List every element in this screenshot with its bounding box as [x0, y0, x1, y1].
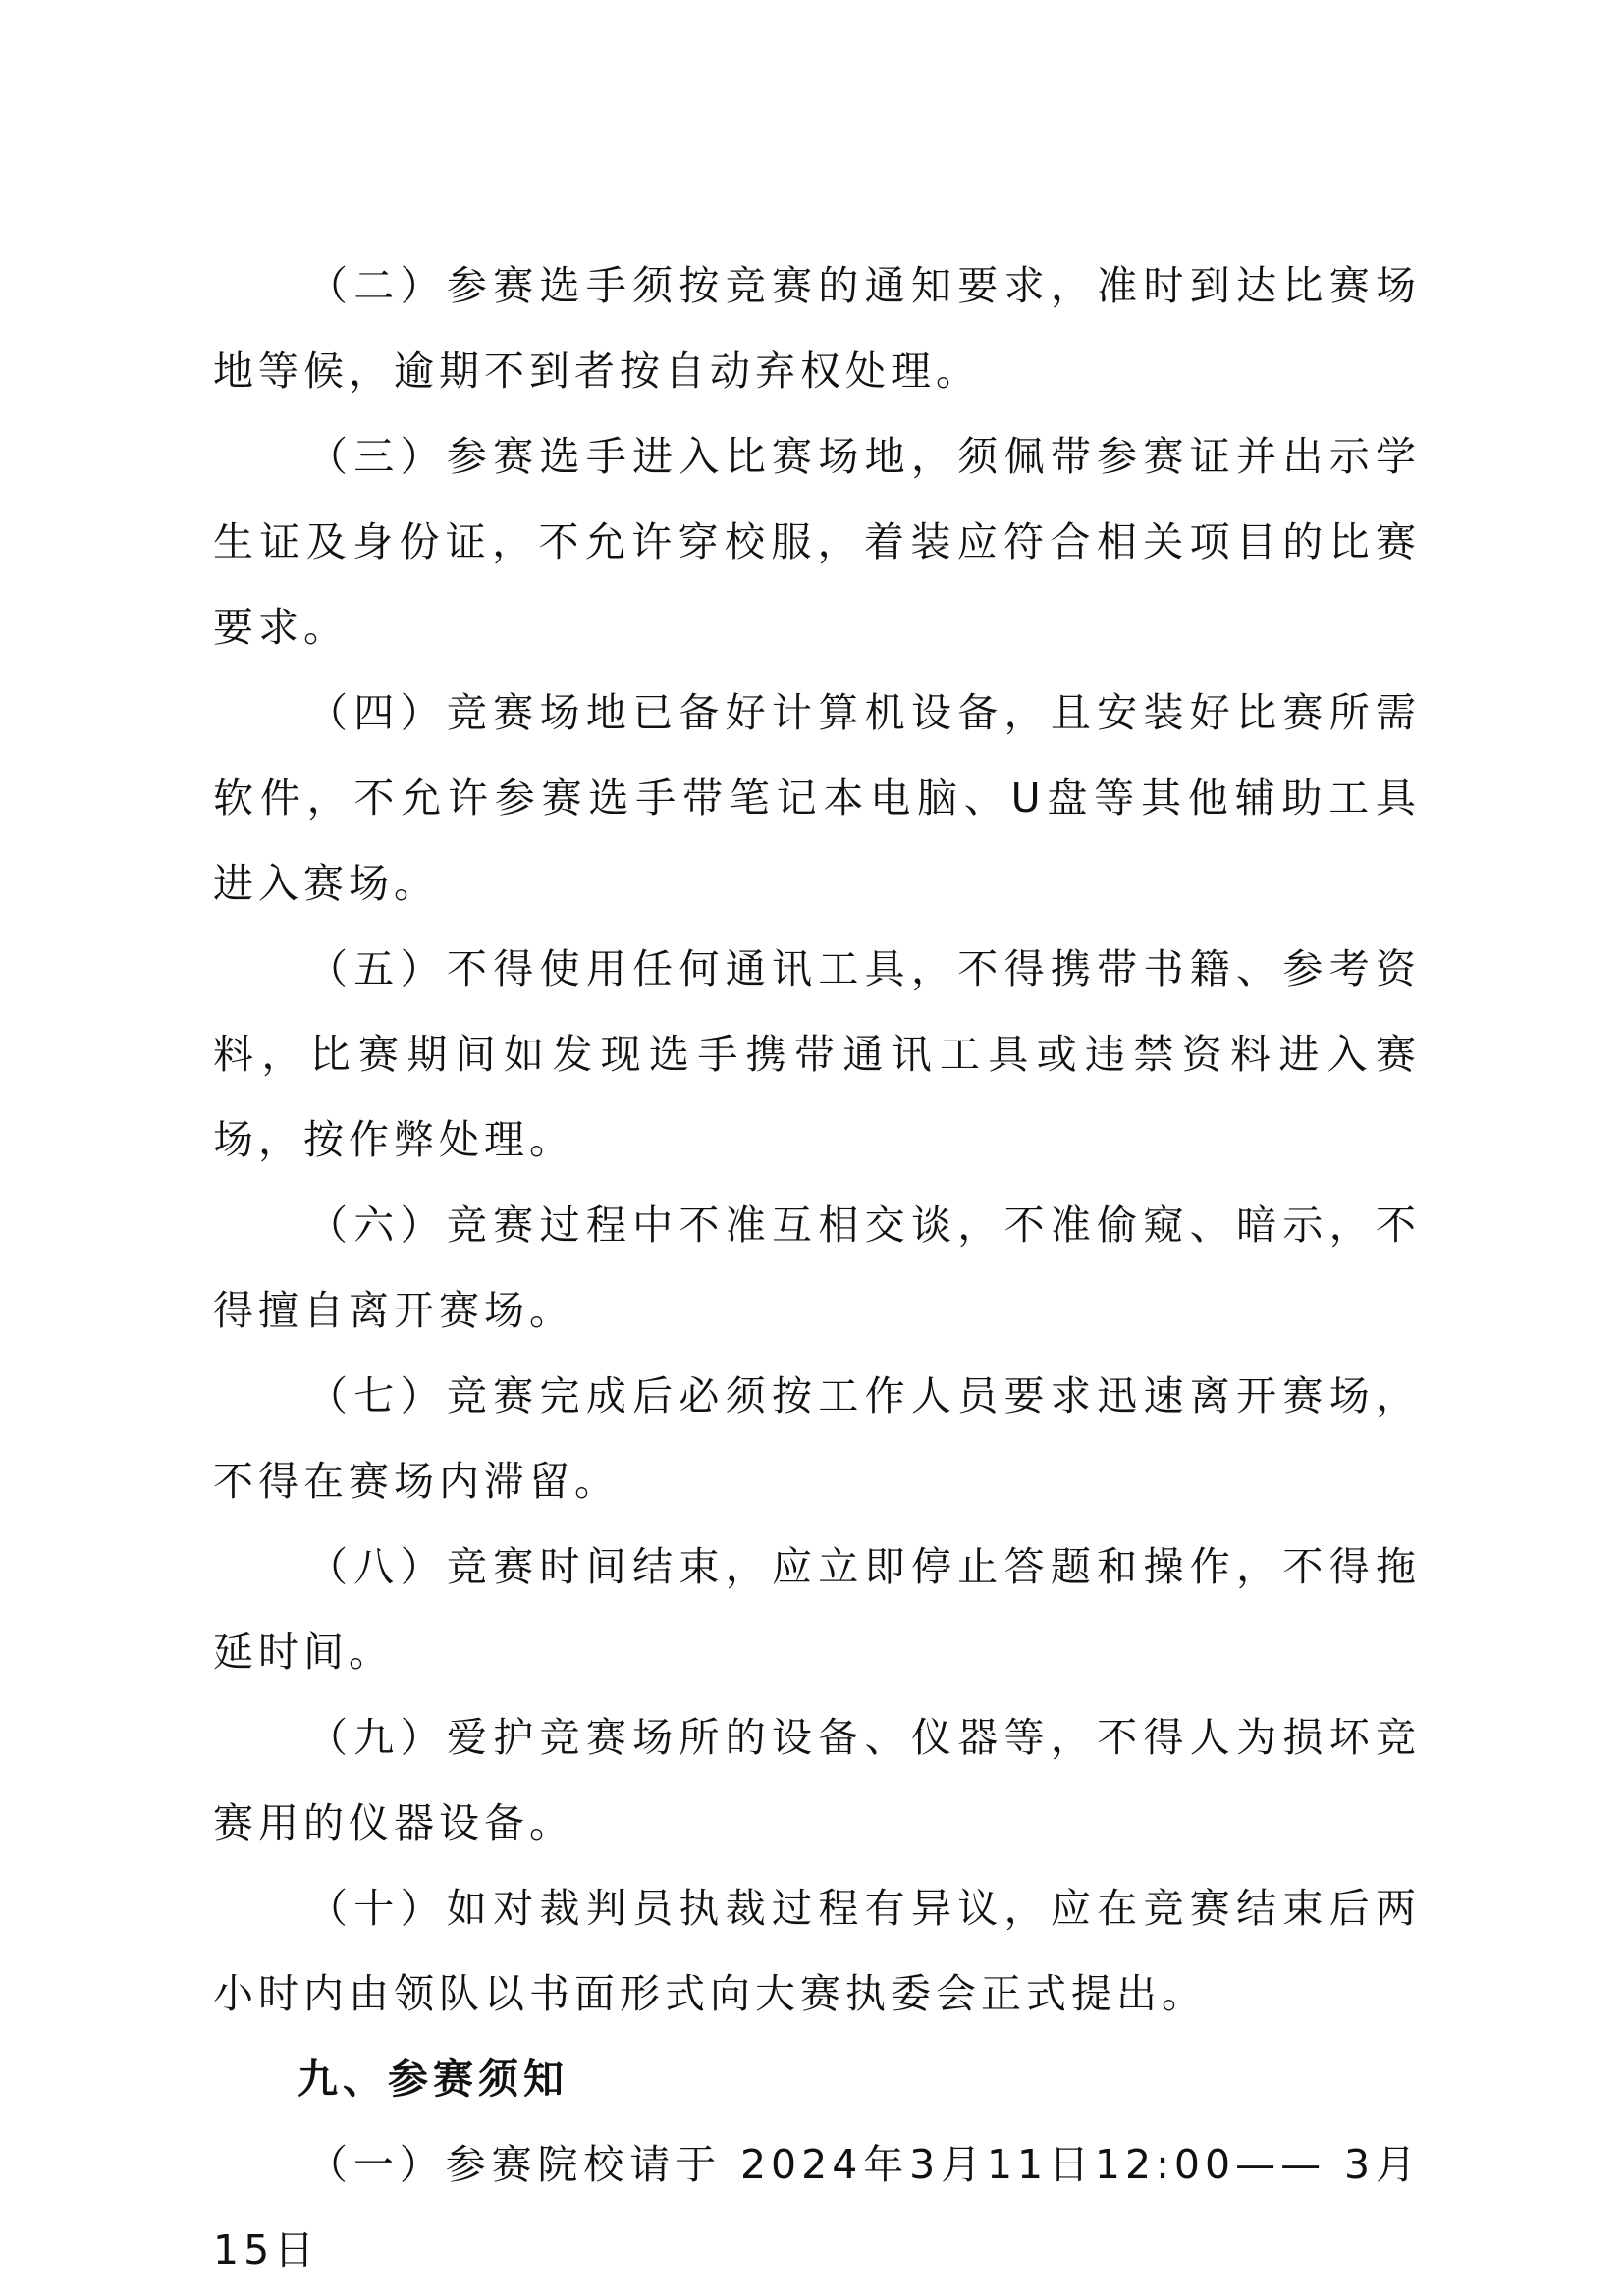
- document-body: [213, 243, 1421, 2293]
- rule-item-2: （二）参赛选手须按竞赛的通知要求，准时到达比赛场地等候，逾期不到者按自动弃权处理。: [213, 262, 1421, 395]
- rule-item-3: （三）参赛选手进入比赛场地，须佩带参赛证并出示学生证及身份证，不允许穿校服，着装应符合相关项目的比赛要求。: [213, 433, 1421, 651]
- section-heading: 九、参赛须知: [298, 2056, 568, 2103]
- notice-item-1: （一）参赛院校请于 2024年3月11日12:00—— 3月15日: [213, 2141, 1421, 2273]
- rule-item-8: （八）竞赛时间结束，应立即停止答题和操作，不得拖延时间。: [213, 1543, 1421, 1676]
- rule-item-5: （五）不得使用任何通讯工具，不得携带书籍、参考资料，比赛期间如发现选手携带通讯工具或违禁资料进入赛场，按作弊处理。: [213, 945, 1421, 1163]
- rule-item-9: （九）爱护竞赛场所的设备、仪器等，不得人为损坏竞赛用的仪器设备。: [213, 1714, 1421, 1846]
- rule-item-4: （四）竞赛场地已备好计算机设备，且安装好比赛所需软件，不允许参赛选手带笔记本电脑、U盘等其他辅助工具进入赛场。: [213, 689, 1421, 907]
- rule-item-6: （六）竞赛过程中不准互相交谈，不准偷窥、暗示，不得擅自离开赛场。: [213, 1201, 1421, 1334]
- rule-item-10: （十）如对裁判员执裁过程有异议，应在竞赛结束后两小时内由领队以书面形式向大赛执委会正式提出。: [213, 1885, 1421, 2017]
- rule-item-7: （七）竞赛完成后必须按工作人员要求迅速离开赛场，不得在赛场内滞留。: [213, 1372, 1421, 1505]
